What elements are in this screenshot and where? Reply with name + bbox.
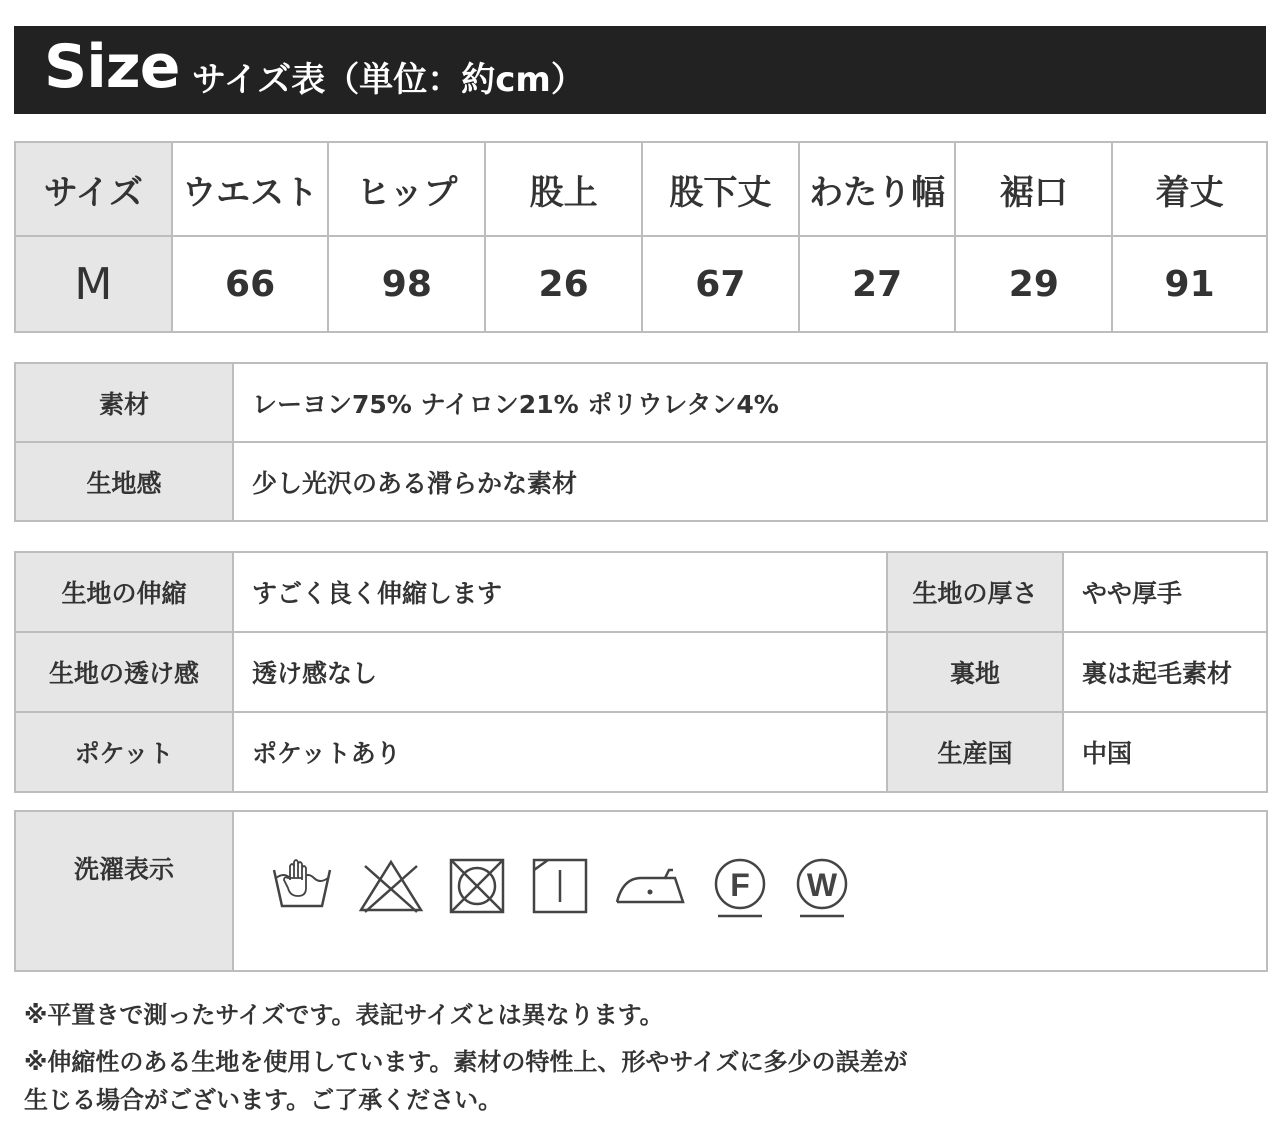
size-value-cell: 27 bbox=[799, 236, 956, 332]
property-row bbox=[15, 712, 1267, 792]
size-value-cell: 67 bbox=[642, 236, 799, 332]
fabric-row bbox=[15, 442, 1267, 521]
fabric-feel-value: 少し光沢のある滑らかな素材 bbox=[233, 442, 1267, 521]
pocket-value: ポケットあり bbox=[233, 712, 887, 792]
sheerness-label: 生地の透け感 bbox=[15, 632, 233, 712]
stretch-note bbox=[24, 1043, 984, 1119]
size-value-cell: 29 bbox=[955, 236, 1112, 332]
size-table-value-row bbox=[15, 236, 1267, 332]
size-value-cell: 98 bbox=[328, 236, 485, 332]
wet-clean-w-icon bbox=[792, 856, 852, 920]
line-dry-icon bbox=[530, 856, 590, 916]
size-header-cell: ヒップ bbox=[328, 142, 485, 236]
care-icons bbox=[233, 811, 1267, 971]
size-table bbox=[14, 141, 1268, 333]
size-header-cell: 着丈 bbox=[1112, 142, 1267, 236]
fabric-property-table bbox=[14, 551, 1268, 793]
size-header-cell: ウエスト bbox=[172, 142, 329, 236]
pocket-label: ポケット bbox=[15, 712, 233, 792]
sheerness-value: 透け感なし bbox=[233, 632, 887, 712]
care-label-table bbox=[14, 810, 1268, 972]
origin-label: 生産国 bbox=[887, 712, 1063, 792]
hand-wash-icon bbox=[270, 856, 334, 916]
property-row bbox=[15, 632, 1267, 712]
size-label-cell: M bbox=[15, 236, 172, 332]
thickness-label: 生地の厚さ bbox=[887, 552, 1063, 632]
size-value-cell: 91 bbox=[1112, 236, 1267, 332]
stretch-note-line2: 生じる場合がございます。ご了承ください。 bbox=[24, 1086, 503, 1114]
size-header-cell: 股下丈 bbox=[642, 142, 799, 236]
stretch-note-line1: ※伸縮性のある生地を使用しています。素材の特性上、形やサイズに多少の誤差が bbox=[24, 1048, 908, 1076]
stretch-value: すごく良く伸縮します bbox=[233, 552, 887, 632]
care-label: 洗濯表示 bbox=[15, 811, 233, 971]
fabric-material-value: レーヨン75% ナイロン21% ポリウレタン4% bbox=[233, 363, 1267, 442]
fabric-row bbox=[15, 363, 1267, 442]
dry-clean-letter: F bbox=[729, 867, 750, 903]
header-size-word: Size bbox=[44, 32, 180, 102]
size-header-cell: わたり幅 bbox=[799, 142, 956, 236]
thickness-value: やや厚手 bbox=[1063, 552, 1267, 632]
size-chart-header bbox=[14, 26, 1266, 114]
measurement-note: ※平置きで測ったサイズです。表記サイズとは異なります。 bbox=[24, 1001, 664, 1029]
header-subtitle: サイズ表（単位：約cm） bbox=[192, 60, 585, 100]
no-tumble-dry-icon bbox=[447, 856, 507, 916]
size-value-cell: 26 bbox=[485, 236, 642, 332]
size-header-cell: サイズ bbox=[15, 142, 172, 236]
size-header-cell: 股上 bbox=[485, 142, 642, 236]
wet-clean-letter: W bbox=[807, 867, 838, 903]
lining-label: 裏地 bbox=[887, 632, 1063, 712]
fabric-table bbox=[14, 362, 1268, 522]
iron-low-icon bbox=[613, 856, 687, 916]
property-row bbox=[15, 552, 1267, 632]
dry-clean-f-icon bbox=[710, 856, 770, 920]
size-header-cell: 裾口 bbox=[955, 142, 1112, 236]
size-value-cell: 66 bbox=[172, 236, 329, 332]
fabric-material-label: 素材 bbox=[15, 363, 233, 442]
no-bleach-icon bbox=[357, 856, 425, 916]
fabric-feel-label: 生地感 bbox=[15, 442, 233, 521]
lining-value: 裏は起毛素材 bbox=[1063, 632, 1267, 712]
stretch-label: 生地の伸縮 bbox=[15, 552, 233, 632]
care-row bbox=[15, 811, 1267, 971]
origin-value: 中国 bbox=[1063, 712, 1267, 792]
size-table-header-row bbox=[15, 142, 1267, 236]
